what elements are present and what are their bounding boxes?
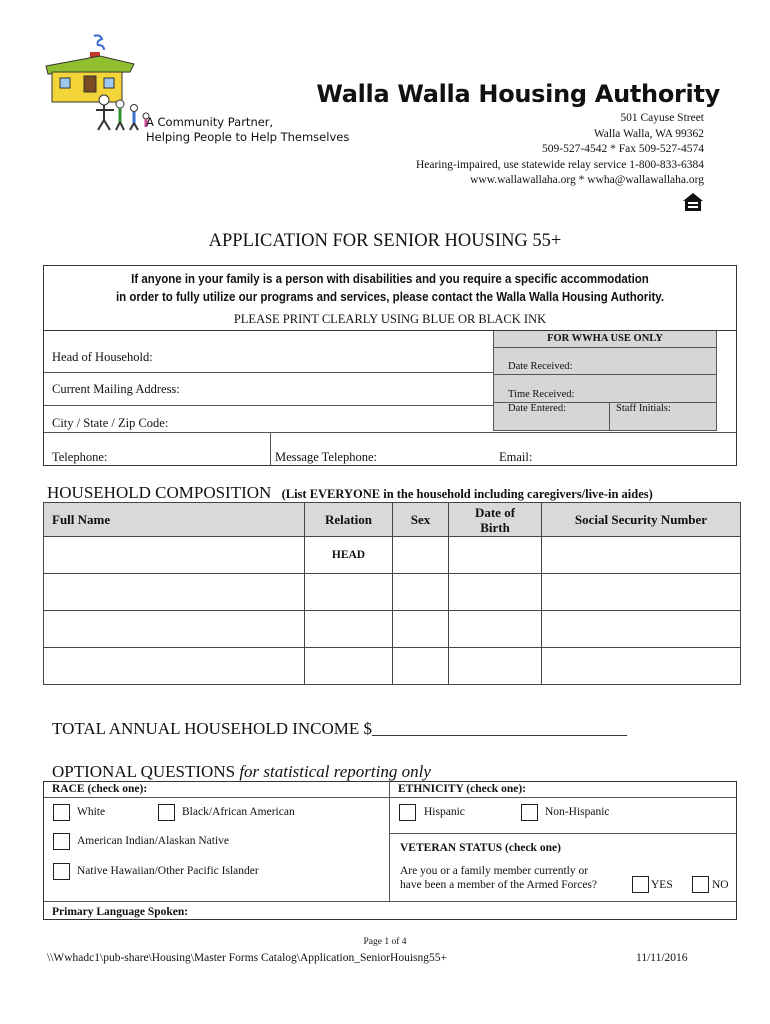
non-hispanic-label: Non-Hispanic [545, 806, 610, 818]
primary-language-field[interactable]: Primary Language Spoken: [52, 906, 189, 918]
phone-fax: 509-527-4542 * Fax 509-527-4574 [542, 143, 704, 155]
tagline [146, 115, 349, 145]
staff-initials-field: Staff Initials: [616, 403, 671, 414]
website-email: www.wallawallaha.org * wwha@wallawallaha.org [470, 174, 704, 186]
city-state-zip-field[interactable]: City / State / Zip Code: [52, 416, 169, 430]
race-native-checkbox[interactable] [53, 833, 70, 850]
optional-questions-box [43, 781, 737, 920]
household-title: HOUSEHOLD COMPOSITION [47, 483, 272, 502]
office-use-box [493, 331, 717, 431]
household-subtitle: (List EVERYONE in the household including caregivers/live-in aides) [281, 487, 653, 501]
row-4-ssn[interactable] [542, 648, 741, 685]
table-row [44, 611, 741, 648]
row-1-dob[interactable] [449, 537, 542, 574]
hispanic-label: Hispanic [424, 806, 465, 818]
col-relation: Relation [305, 503, 393, 537]
print-instruction: PLEASE PRINT CLEARLY USING BLUE OR BLACK INK [233, 312, 547, 326]
document-title: APPLICATION FOR SENIOR HOUSING 55+ [208, 231, 562, 251]
household-table [43, 502, 741, 685]
row-2-name[interactable] [44, 574, 305, 611]
row-1-ssn[interactable] [542, 537, 741, 574]
table-row [44, 537, 741, 574]
date-entered-field: Date Entered: [508, 403, 567, 414]
row-1-sex[interactable] [393, 537, 449, 574]
table-row [44, 574, 741, 611]
telephone-field[interactable]: Telephone: [52, 450, 108, 464]
total-income-field[interactable]: TOTAL ANNUAL HOUSEHOLD INCOME $______________________________ [52, 719, 628, 738]
row-3-relation[interactable] [305, 611, 393, 648]
veteran-question-line-1: Are you or a family member currently or [400, 865, 589, 877]
relay-service: Hearing-impaired, use statewide relay service 1-800-833-6384 [415, 158, 704, 171]
row-4-dob[interactable] [449, 648, 542, 685]
row-1-name[interactable] [44, 537, 305, 574]
office-use-title: FOR WWHA USE ONLY [547, 333, 663, 344]
tagline-line-2: Helping People to Help Themselves [146, 130, 350, 144]
address-city: Walla Walla, WA 99362 [593, 127, 704, 140]
row-1-relation: HEAD [305, 537, 393, 574]
date-received-field: Date Received: [508, 361, 573, 372]
optional-questions-heading [52, 762, 431, 782]
col-date-of-birth: Date of Birth [449, 503, 542, 537]
address-street: 501 Cayuse Street [620, 112, 704, 124]
optional-title-suffix: for statistical reporting only [239, 762, 431, 781]
veteran-yes-label: YES [651, 879, 673, 891]
row-4-relation[interactable] [305, 648, 393, 685]
ethnicity-label: ETHNICITY (check one): [398, 783, 526, 795]
col-sex: Sex [393, 503, 449, 537]
veteran-no-label: NO [712, 879, 729, 891]
email-field[interactable]: Email: [499, 450, 533, 464]
household-composition-heading [47, 483, 653, 503]
house-family-logo-icon [44, 34, 154, 134]
row-3-ssn[interactable] [542, 611, 741, 648]
veteran-no-checkbox[interactable] [692, 876, 709, 893]
veteran-question-line-2: have been a member of the Armed Forces? [400, 879, 598, 891]
row-2-dob[interactable] [449, 574, 542, 611]
household-table-header [44, 503, 741, 537]
race-white-label: White [77, 806, 106, 818]
message-telephone-field[interactable]: Message Telephone: [275, 450, 377, 464]
race-pacific-label: Native Hawaiian/Other Pacific Islander [77, 865, 259, 877]
optional-title: OPTIONAL QUESTIONS [52, 762, 236, 781]
hispanic-checkbox[interactable] [399, 804, 416, 821]
row-3-dob[interactable] [449, 611, 542, 648]
race-label: RACE (check one): [52, 783, 148, 795]
contact-block [416, 111, 704, 189]
row-3-name[interactable] [44, 611, 305, 648]
row-4-sex[interactable] [393, 648, 449, 685]
row-2-ssn[interactable] [542, 574, 741, 611]
col-ssn: Social Security Number [542, 503, 741, 537]
file-path: \\Wwhadc1\pub-share\Housing\Master Forms Catalog\Application_SeniorHouisng55+ [47, 952, 447, 964]
table-row [44, 648, 741, 685]
row-2-sex[interactable] [393, 574, 449, 611]
race-white-checkbox[interactable] [53, 804, 70, 821]
row-4-name[interactable] [44, 648, 305, 685]
row-3-sex[interactable] [393, 611, 449, 648]
applicant-info-section [43, 330, 737, 466]
race-black-label: Black/African American [182, 806, 295, 818]
veteran-yes-checkbox[interactable] [632, 876, 649, 893]
organization-name: Walla Walla Housing Authority [316, 80, 720, 108]
col-full-name: Full Name [44, 503, 305, 537]
row-2-relation[interactable] [305, 574, 393, 611]
notice-line-1: If anyone in your family is a person with disabilities and you require a specific accommodation [131, 272, 649, 286]
race-native-label: American Indian/Alaskan Native [77, 835, 229, 847]
race-black-checkbox[interactable] [158, 804, 175, 821]
page-number: Page 1 of 4 [363, 937, 407, 947]
revision-date: 11/11/2016 [636, 952, 688, 964]
non-hispanic-checkbox[interactable] [521, 804, 538, 821]
race-pacific-checkbox[interactable] [53, 863, 70, 880]
mailing-address-field[interactable]: Current Mailing Address: [52, 382, 180, 396]
notice-line-2: in order to fully utilize our programs and services, please contact the Walla Walla Housing Authority. [115, 290, 665, 304]
time-received-field: Time Received: [508, 389, 575, 400]
equal-housing-opportunity-icon [682, 192, 704, 212]
head-of-household-field[interactable]: Head of Household: [52, 350, 153, 364]
veteran-label: VETERAN STATUS (check one) [400, 842, 561, 854]
tagline-line-1: A Community Partner, [146, 115, 274, 129]
